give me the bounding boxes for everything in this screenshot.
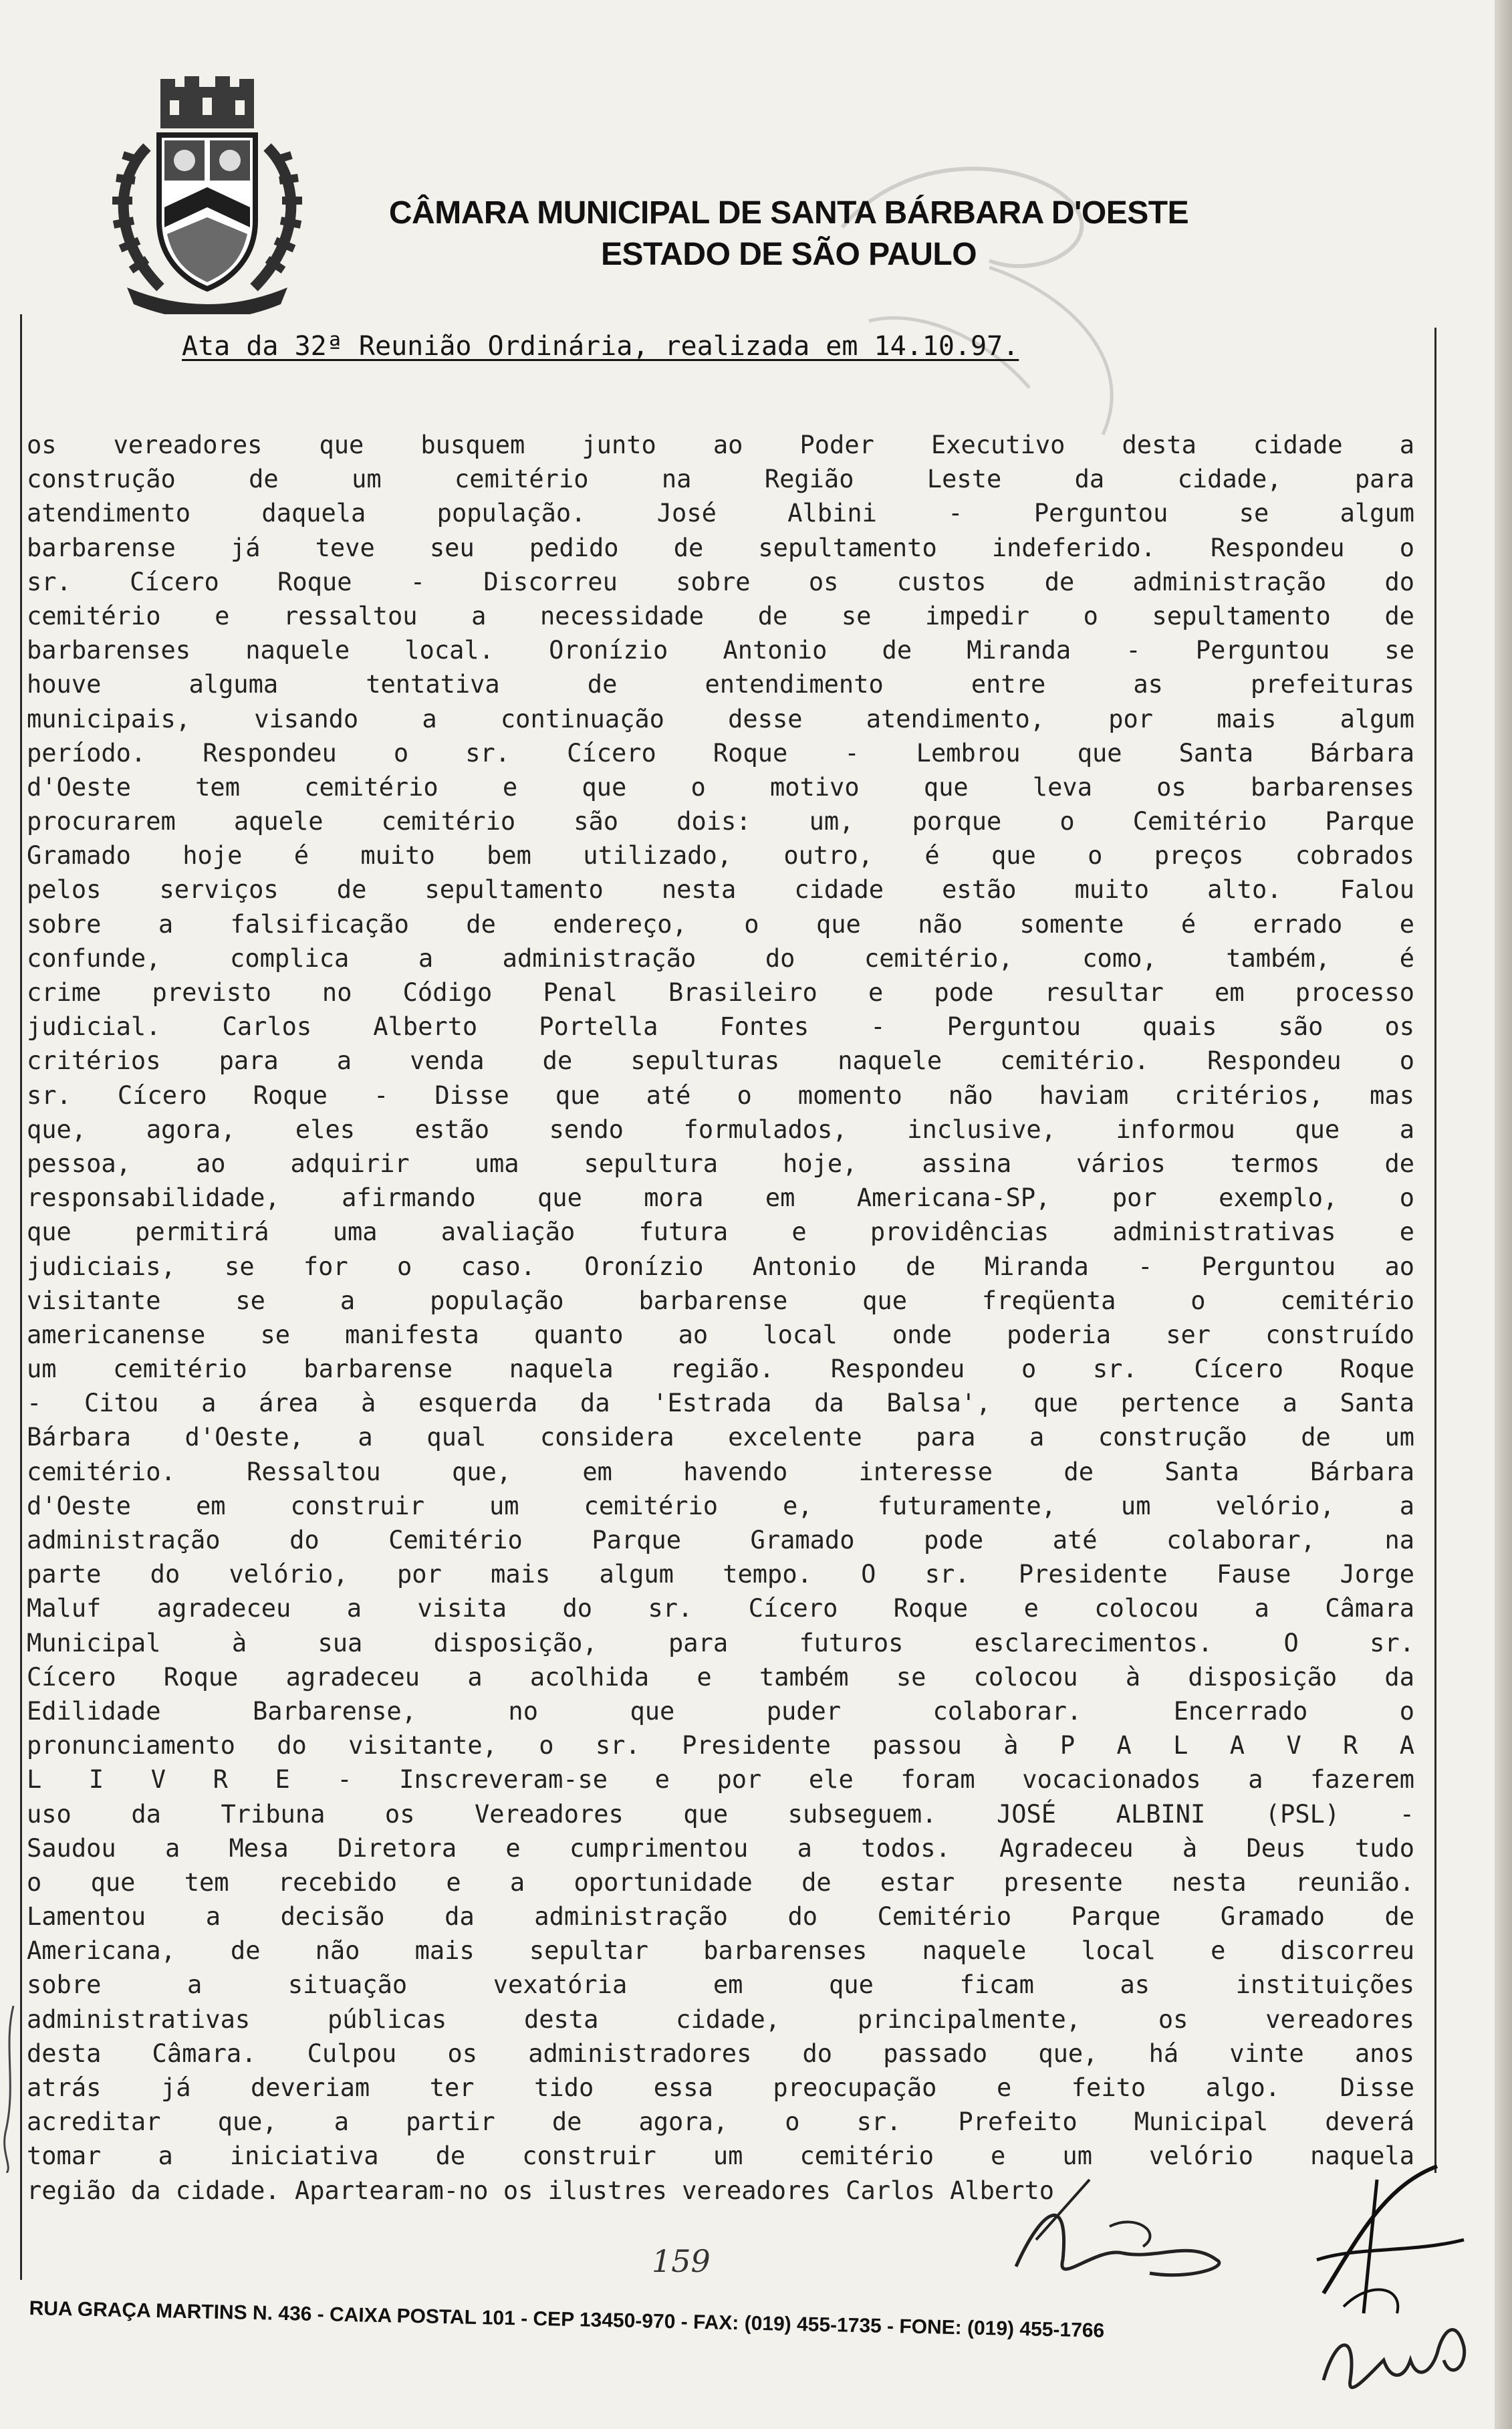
right-frame-line: [1434, 328, 1436, 2173]
body-line: sobre a situação vexatória em que ficam as instituições: [27, 1970, 1414, 2000]
minutes-body: [27, 428, 1414, 2208]
signature-initials-icon: [989, 2166, 1270, 2300]
body-line: Lamentou a decisão da administração do Cemitério Parque Gramado de: [27, 1902, 1414, 1932]
body-line: L I V R E - Inscreveram-se e por ele foram vocacionados a fazerem: [27, 1765, 1414, 1795]
body-line: um cemitério barbarense naquela região. Respondeu o sr. Cícero Roque: [27, 1355, 1414, 1384]
body-line: Edilidade Barbarense, no que puder colaborar. Encerrado o: [27, 1696, 1414, 1726]
body-line: construção de um cemitério na Região Leste da cidade, para: [27, 465, 1414, 494]
body-line: atendimento daquela população. José Albini - Perguntou se algum: [27, 499, 1414, 528]
body-line: sr. Cícero Roque - Discorreu sobre os custos de administração do: [27, 567, 1414, 596]
body-line: responsabilidade, afirmando que mora em Americana-SP, por exemplo, o: [27, 1183, 1414, 1213]
state-name: ESTADO DE SÃO PAULO: [600, 237, 977, 272]
coat-of-arms-icon: [100, 74, 314, 314]
body-line: pronunciamento do visitante, o sr. Presidente passou à P A L A V R A: [27, 1731, 1414, 1760]
body-line: acreditar que, a partir de agora, o sr. Prefeito Municipal deverá: [27, 2107, 1414, 2137]
footer-address: RUA GRAÇA MARTINS N. 436 - CAIXA POSTAL 101 - CEP 13450-970 - FAX: (019) 455-1735 - FONE: (019) 455-1766: [29, 2297, 1105, 2342]
institution-name: CÂMARA MUNICIPAL DE SANTA BÁRBARA D'OESTE: [388, 195, 1189, 231]
body-line: - Citou a área à esquerda da 'Estrada da Balsa', que pertence a Santa: [27, 1389, 1414, 1418]
body-line: uso da Tribuna os Vereadores que subseguem. JOSÉ ALBINI (PSL) -: [27, 1799, 1414, 1829]
body-line: Bárbara d'Oeste, a qual considera excelente para a construção de um: [27, 1423, 1414, 1452]
body-line: cemitério e ressaltou a necessidade de se impedir o sepultamento de: [27, 601, 1414, 630]
body-line: pessoa, ao adquirir uma sepultura hoje, assina vários termos de: [27, 1149, 1414, 1178]
body-line: barbarenses naquele local. Oronízio Antonio de Miranda - Perguntou se: [27, 636, 1414, 665]
body-line: houve alguma tentativa de entendimento entre as prefeituras: [27, 670, 1414, 699]
body-line: Gramado hoje é muito bem utilizado, outro, é que o preços cobrados: [27, 841, 1414, 871]
body-line: americanense se manifesta quanto ao local onde poderia ser construído: [27, 1320, 1414, 1349]
body-line: que, agora, eles estão sendo formulados, inclusive, informou que a: [27, 1115, 1414, 1144]
body-line: judiciais, se for o caso. Oronízio Antonio de Miranda - Perguntou ao: [27, 1252, 1414, 1281]
body-line: tomar a iniciativa de construir um cemitério e um velório naquela: [27, 2142, 1414, 2171]
body-line: cemitério. Ressaltou que, em havendo interesse de Santa Bárbara: [27, 1457, 1414, 1486]
signature-cursive-icon: [1310, 2307, 1484, 2407]
margin-pen-mark-icon: [0, 2006, 20, 2173]
body-line: Saudou a Mesa Diretora e cumprimentou a todos. Agradeceu à Deus tudo: [27, 1833, 1414, 1863]
signature-icon: [1303, 2160, 1477, 2320]
body-line: d'Oeste tem cemitério e que o motivo que leva os barbarenses: [27, 772, 1414, 802]
body-line: critérios para a venda de sepulturas naquele cemitério. Respondeu o: [27, 1046, 1414, 1076]
body-line: parte do velório, por mais algum tempo. O sr. Presidente Fause Jorge: [27, 1560, 1414, 1589]
body-line: visitante se a população barbarense que freqüenta o cemitério: [27, 1286, 1414, 1315]
body-line: Municipal à sua disposição, para futuros esclarecimentos. O sr.: [27, 1628, 1414, 1657]
left-frame-line: [20, 314, 22, 2280]
body-line: confunde, complica a administração do cemitério, como, também, é: [27, 943, 1414, 973]
body-line: judicial. Carlos Alberto Portella Fontes - Perguntou quais são os: [27, 1012, 1414, 1042]
document-header: [374, 193, 1203, 275]
body-line: desta Câmara. Culpou os administradores do passado que, há vinte anos: [27, 2039, 1414, 2068]
body-line: período. Respondeu o sr. Cícero Roque - Lembrou que Santa Bárbara: [27, 738, 1414, 768]
body-line: que permitirá uma avaliação futura e providências administrativas e: [27, 1218, 1414, 1247]
body-line: sr. Cícero Roque - Disse que até o momento não haviam critérios, mas: [27, 1080, 1414, 1110]
body-line: administrativas públicas desta cidade, principalmente, os vereadores: [27, 2004, 1414, 2034]
body-line: Maluf agradeceu a visita do sr. Cícero Roque e colocou a Câmara: [27, 1594, 1414, 1623]
body-line: d'Oeste em construir um cemitério e, futuramente, um velório, a: [27, 1491, 1414, 1520]
body-line: atrás já deveriam ter tido essa preocupação e feito algo. Disse: [27, 2073, 1414, 2102]
body-line: procurarem aquele cemitério são dois: um, porque o Cemitério Parque: [27, 807, 1414, 836]
handwritten-page-number: 159: [652, 2243, 711, 2279]
body-line: Cícero Roque agradeceu a acolhida e também se colocou à disposição da: [27, 1662, 1414, 1692]
body-line: administração do Cemitério Parque Gramado pode até colaborar, na: [27, 1526, 1414, 1554]
body-line: região da cidade. Apartearam-no os ilustres vereadores Carlos Alberto: [27, 2176, 1055, 2205]
page-edge-shadow: [1495, 0, 1512, 2429]
minutes-title: Ata da 32ª Reunião Ordinária, realizada em 14.10.97.: [182, 331, 1019, 362]
body-line: os vereadores que busquem junto ao Poder Executivo desta cidade a: [27, 431, 1414, 459]
body-line: crime previsto no Código Penal Brasileiro e pode resultar em processo: [27, 978, 1414, 1007]
body-line: pelos serviços de sepultamento nesta cidade estão muito alto. Falou: [27, 875, 1414, 905]
body-line: Americana, de não mais sepultar barbarenses naquele local e discorreu: [27, 1936, 1414, 1966]
body-line: barbarense já teve seu pedido de sepultamento indeferido. Respondeu o: [27, 533, 1414, 562]
body-line: municipais, visando a continuação desse atendimento, por mais algum: [27, 704, 1414, 733]
body-line: sobre a falsificação de endereço, o que não somente é errado e: [27, 909, 1414, 939]
body-line: o que tem recebido e a oportunidade de estar presente nesta reunião.: [27, 1867, 1414, 1897]
